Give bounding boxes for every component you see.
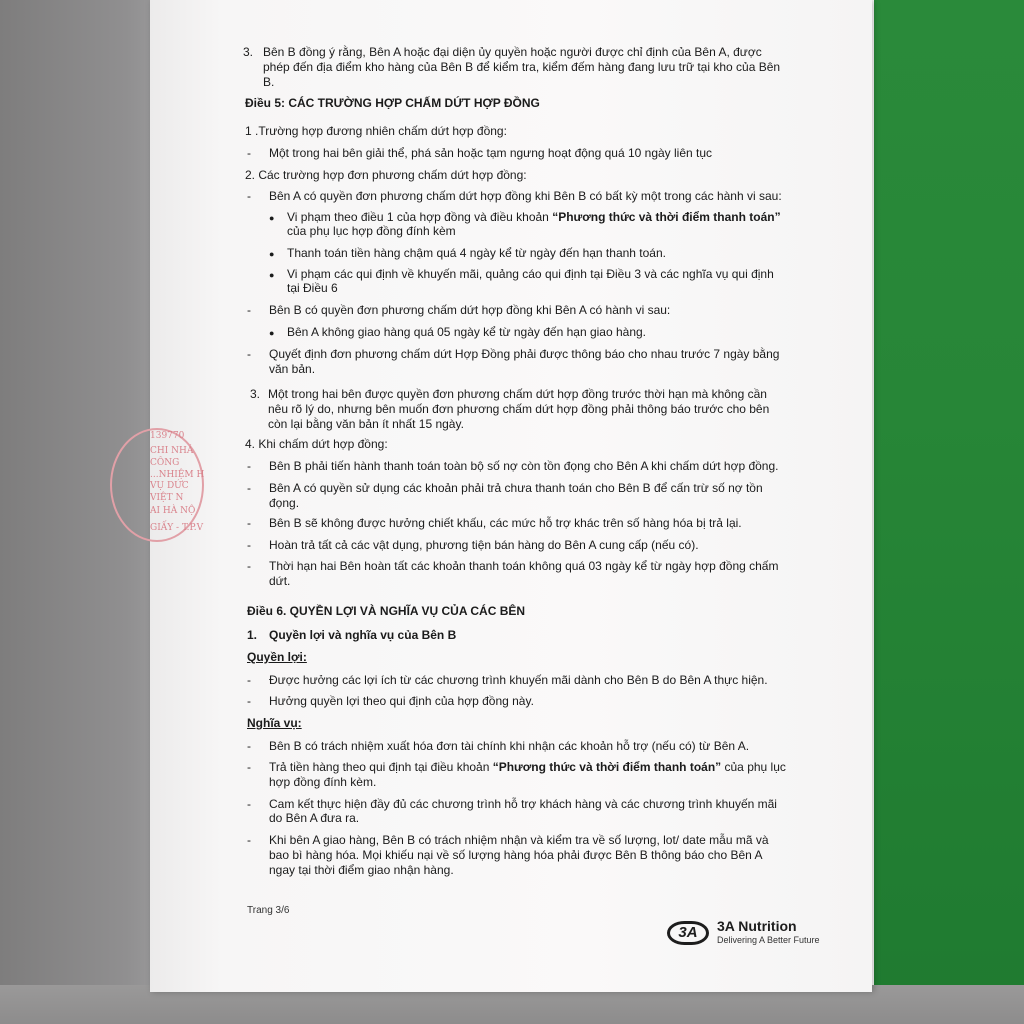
article5-s2-title: 2. Các trường hợp đơn phương chấm dứt hợp đồng:: [245, 168, 527, 182]
dash-marker: -: [247, 189, 251, 203]
dash-marker: -: [247, 694, 251, 708]
duties-item-4-line-2: bao bì hàng hóa. Mọi khiếu nại về số lượng hàng hóa phải được Bên B thông báo cho Bên A: [269, 848, 763, 862]
dash-marker: -: [247, 516, 251, 530]
dash-marker: -: [247, 146, 251, 160]
article6-heading: Điều 6. QUYỀN LỢI VÀ NGHĨA VỤ CỦA CÁC BÊN: [247, 604, 526, 618]
dash-marker: -: [247, 481, 251, 495]
article5-s4-item-2-line-1: Bên A có quyền sử dụng các khoản phải trả chưa thanh toán cho Bên B để cấn trừ số nợ tồn: [269, 481, 763, 495]
stamp-text: 139770: [150, 431, 185, 441]
article5-s2-bullet-1-line-2: của phụ lục hợp đồng đính kèm: [287, 224, 456, 238]
stamp-text: VIỆT N: [150, 493, 184, 503]
article5-s2-bullet-2: Thanh toán tiền hàng chậm quá 4 ngày kể từ ngày đến hạn thanh toán.: [287, 246, 666, 260]
company-logo: [667, 918, 827, 954]
rights-item-2: Hưởng quyền lợi theo qui định của hợp đồng này.: [269, 694, 534, 708]
stamp-text: CÔNG: [150, 458, 180, 468]
article5-s4-item-4: Hoàn trả tất cả các vật dụng, phương tiện bán hàng do Bên A cung cấp (nếu có).: [269, 538, 699, 552]
dash-marker: -: [247, 347, 251, 361]
logo-name: 3A Nutrition: [717, 918, 797, 934]
duties-item-4-line-3: ngay tại thời điểm giao nhận hàng.: [269, 863, 454, 877]
article5-s3-line-1: Một trong hai bên được quyền đơn phương chấm dứt hợp đồng trước thời hạn mà không cần: [268, 387, 767, 401]
article5-s3-line-2: nêu rõ lý do, nhưng bên muốn đơn phương chấm dứt hợp đồng phải thông báo trước cho bên: [268, 402, 770, 416]
dash-marker: -: [247, 673, 251, 687]
rights-label: Quyền lợi:: [247, 650, 307, 664]
article5-s4-title: 4. Khi chấm dứt hợp đồng:: [245, 437, 388, 451]
table-surface-right: [874, 0, 1024, 1024]
article5-s2-item-1: Bên A có quyền đơn phương chấm dứt hợp đồng khi Bên B có bất kỳ một trong các hành vi sau:: [269, 189, 782, 203]
duties-item-3-line-1: Cam kết thực hiện đầy đủ các chương trình hỗ trợ khách hàng và các chương trình khuyến mãi: [269, 797, 777, 811]
red-seal-stamp: [150, 428, 205, 540]
dash-marker: -: [247, 739, 251, 753]
article5-s2-item-3-line-2: văn bản.: [269, 362, 316, 376]
duties-item-2-line-1: Trả tiền hàng theo qui định tại điều khoản “Phương thức và thời điểm thanh toán” của phụ lục: [269, 760, 786, 774]
bullet-marker: ●: [269, 213, 275, 223]
article5-s4-item-1: Bên B phải tiến hành thanh toán toàn bộ số nợ còn tồn đọng cho Bên A khi chấm dứt hợp đồng.: [269, 459, 779, 473]
page-number: Trang 3/6: [247, 905, 290, 916]
stamp-text: AI HÀ NỘ: [150, 506, 196, 516]
item3-number: 3.: [243, 45, 254, 59]
duties-item-1: Bên B có trách nhiệm xuất hóa đơn tài chính khi nhận các khoản hỗ trợ (nếu có) từ Bên A.: [269, 739, 750, 753]
dash-marker: -: [247, 538, 251, 552]
logo-tagline: Delivering A Better Future: [717, 935, 820, 945]
duties-item-2-line-2: hợp đồng đính kèm.: [269, 775, 377, 789]
bullet-marker: ●: [269, 249, 275, 259]
article5-s3-number: 3.: [250, 387, 261, 401]
stamp-text: VỤ DỨC: [150, 481, 189, 491]
dash-marker: -: [247, 797, 251, 811]
article5-s1-item: Một trong hai bên giải thể, phá sản hoặc tạm ngưng hoạt động quá 10 ngày liên tục: [269, 146, 713, 160]
duties-item-3-line-2: do Bên A đưa ra.: [269, 811, 360, 825]
document-page: [150, 0, 872, 992]
article5-s2-bullet-1-line-1: Vi phạm theo điều 1 của hợp đồng và điều khoản “Phương thức và thời điểm thanh toán”: [287, 210, 781, 224]
article5-s3-line-3: còn lại bằng văn bản ít nhất 15 ngày.: [268, 417, 464, 431]
article5-s2-item-2: Bên B có quyền đơn phương chấm dứt hợp đồng khi Bên A có hành vi sau:: [269, 303, 671, 317]
bullet-marker: ●: [269, 270, 275, 280]
dash-marker: -: [247, 459, 251, 473]
stamp-text: ...NHIỆM H: [150, 470, 205, 480]
article5-s2-bullet-3-line-2: tại Điều 6: [287, 281, 338, 295]
stamp-text: CHI NHÁ: [150, 446, 194, 456]
article5-s2-bullet-3-line-1: Vi phạm các qui định về khuyến mãi, quảng cáo qui định tại Điều 3 và các nghĩa vụ qui định: [287, 267, 774, 281]
duties-item-4-line-1: Khi bên A giao hàng, Bên B có trách nhiệm nhận và kiểm tra về số lượng, lot/ date mẫu mã và: [269, 833, 769, 847]
logo-badge-icon: 3A: [667, 921, 709, 945]
item3-line-3: B.: [263, 75, 275, 89]
article5-s1-title: 1 .Trường hợp đương nhiên chấm dứt hợp đồng:: [245, 124, 507, 138]
bullet-marker: ●: [269, 328, 275, 338]
article5-s4-item-5-line-2: dứt.: [269, 574, 291, 588]
article5-s4-item-5-line-1: Thời hạn hai Bên hoàn tất các khoản thanh toán không quá 03 ngày kể từ ngày hợp đồng chấm: [269, 559, 779, 573]
item3-line-2: phép đến địa điểm kho hàng của Bên B để kiểm tra, kiểm đếm hàng đang lưu trữ tại kho của Bên: [263, 60, 781, 74]
dash-marker: -: [247, 559, 251, 573]
duties-label: Nghĩa vụ:: [247, 716, 302, 730]
item3-line-1: Bên B đồng ý rằng, Bên A hoặc đại diện ủy quyền hoặc người được chỉ định của Bên A, được: [263, 45, 762, 59]
article5-heading: Điều 5: CÁC TRƯỜNG HỢP CHẤM DỨT HỢP ĐỒNG: [245, 96, 540, 110]
article5-s2-bullet-4: Bên A không giao hàng quá 05 ngày kể từ ngày đến hạn giao hàng.: [287, 325, 646, 339]
article5-s4-item-2-line-2: đọng.: [269, 496, 300, 510]
dash-marker: -: [247, 303, 251, 317]
stamp-text: GIẤY - T.P.V: [150, 523, 204, 533]
article6-s1-title: Quyền lợi và nghĩa vụ của Bên B: [269, 628, 457, 642]
rights-item-1: Được hưởng các lợi ích từ các chương trình khuyến mãi dành cho Bên B do Bên A thực hiện.: [269, 673, 768, 687]
article6-s1-number: 1.: [247, 628, 258, 642]
article5-s2-item-3-line-1: Quyết định đơn phương chấm dứt Hợp Đồng phải được thông báo cho nhau trước 7 ngày bằng: [269, 347, 780, 361]
dash-marker: -: [247, 760, 251, 774]
article5-s4-item-3: Bên B sẽ không được hưởng chiết khấu, các mức hỗ trợ khác trên số hàng hóa bị trả lại.: [269, 516, 742, 530]
dash-marker: -: [247, 833, 251, 847]
